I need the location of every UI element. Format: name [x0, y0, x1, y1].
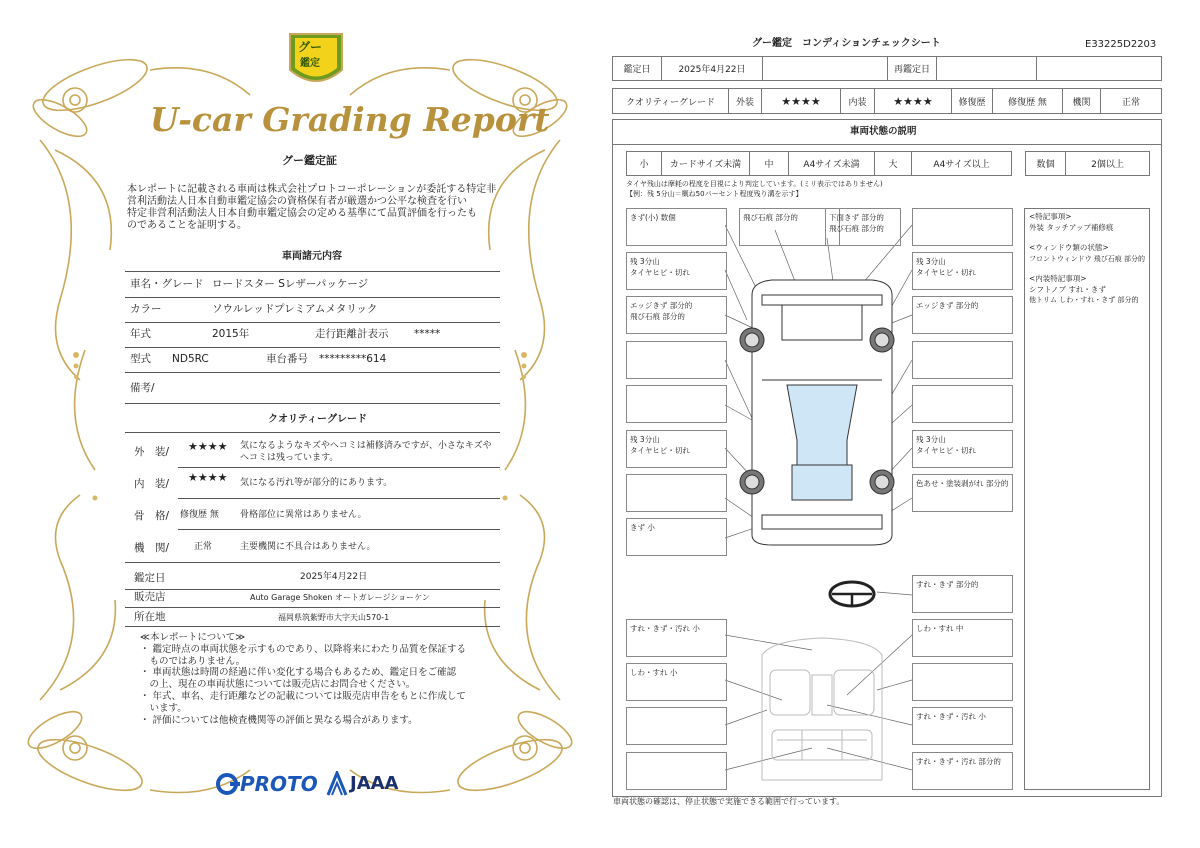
top-box-1-text: 飛び石痕 部分的 [743, 213, 798, 222]
chassis-label: 車台番号 [266, 353, 308, 365]
divider [125, 589, 500, 590]
interior-right-box-5-text: すれ・きず・汚れ 部分的 [916, 757, 1001, 766]
divider [125, 626, 500, 627]
proto-logo-text: PROTO [240, 772, 318, 796]
special-note-line: <特記事項> [1029, 212, 1072, 221]
count-label: 数個 [1025, 151, 1066, 176]
intro-text [127, 184, 496, 232]
exterior-text [240, 440, 492, 464]
left-box-7 [626, 474, 727, 512]
model-label: 型式 [130, 353, 151, 365]
note-line: います。 [140, 702, 187, 714]
certificate-heading: グー鑑定証 [282, 154, 337, 167]
shop-label: 販売店 [134, 591, 166, 603]
special-note-line: シフトノブ すれ・きず [1029, 284, 1106, 294]
doc-id: E33225D2203 [1085, 39, 1157, 50]
tire-note-2: 【例：残 5分山＝概ね50パーセント程度残り溝を示す】 [626, 190, 803, 198]
left-box-2-text-1: 残 3分山 [630, 257, 660, 266]
int-stars: ★★★★ [874, 88, 952, 114]
left-box-4 [626, 341, 727, 379]
right-box-3 [912, 341, 1013, 379]
interior-right-box-3 [912, 663, 1013, 701]
divider [125, 607, 500, 608]
interior-right-box-4-text: すれ・きず・汚れ 小 [916, 712, 986, 721]
right-box-4 [912, 385, 1013, 423]
right-box-6 [912, 474, 1013, 512]
exterior-text-line: ヘコミは残っています。 [240, 453, 339, 463]
right-box-1-text-1: 残 3分山 [916, 257, 946, 266]
divider [125, 432, 500, 433]
tire-note-1: タイヤ残山は摩耗の程度を目視により判定しています。(ミリ表示ではありません) [626, 180, 883, 188]
interior-stars: ★★★★ [188, 471, 228, 484]
badge-text-top: グー [298, 40, 323, 54]
notes-block [140, 632, 466, 726]
intro-line: 営利活動法人日本自動車鑑定協会の資格保有者が厳選かつ公平な検査を行い [127, 196, 467, 207]
condition-heading: 車両状態の説明 [850, 126, 917, 137]
special-note-line: 他トリム しわ・すれ・きず 部分的 [1029, 296, 1139, 304]
remarks-label: 備考/ [130, 382, 155, 394]
date-value: 2025年4月22日 [661, 56, 763, 81]
special-note-line: <ウィンドウ類の状態> [1029, 243, 1109, 252]
divider [178, 467, 500, 468]
size-large-desc: A4サイズ以上 [911, 151, 1012, 176]
interior-left-box-2 [626, 663, 727, 701]
left-box-8 [626, 518, 727, 556]
name-value: ロードスター Sレザーパッケージ [212, 278, 369, 290]
date-label: 鑑定日 [612, 56, 662, 81]
size-large: 大 [874, 151, 912, 176]
repair-label: 修復歴 [951, 88, 993, 114]
left-box-6 [626, 430, 727, 468]
proto-logo-icon [216, 772, 240, 796]
interior-right-box-1 [912, 575, 1013, 613]
special-notes-panel [1024, 208, 1150, 790]
divider [178, 529, 500, 530]
special-note-line: <内装特記事項> [1029, 274, 1087, 283]
engine-value: 正常 [1100, 88, 1162, 114]
ext-label: 外装 [728, 88, 762, 114]
right-box-5-text-1: 残 3分山 [916, 435, 946, 444]
note-line: ・ 車両状態は時間の経過に伴い変化する場合もあるため、鑑定日をご確認 [140, 667, 457, 679]
right-box-2-text: エッジきず 部分的 [916, 301, 979, 310]
note-line: の上、現在の車両状態については販売店にお問合せください。 [140, 679, 416, 691]
footer-note: 車両状態の確認は、停止状態で実施できる範囲で行っています。 [613, 797, 845, 806]
frame-text: 骨格部位に異常はありません。 [240, 510, 367, 520]
size-mid: 中 [749, 151, 789, 176]
quality-heading: クオリティーグレード [268, 414, 367, 425]
date-empty [762, 56, 888, 81]
car-top-view [740, 280, 894, 545]
car-interior-view [762, 638, 882, 780]
repair-value: 修復歴 無 [992, 88, 1063, 114]
color-label: カラー [130, 303, 162, 315]
spacer [1029, 233, 1145, 243]
left-box-1 [626, 208, 727, 246]
divider [125, 297, 500, 298]
notes-title: ≪本レポートについて≫ [140, 632, 246, 643]
top-box-2 [825, 208, 901, 246]
address-value: 福岡県筑紫野市大字天山570-1 [278, 613, 390, 622]
spacer [1029, 264, 1145, 274]
top-box-3 [912, 208, 1013, 246]
left-box-1-text: きず(小) 数個 [630, 213, 676, 222]
mileage-value: ***** [414, 328, 441, 340]
date-label: 鑑定日 [134, 572, 166, 584]
exterior-label: 外 装/ [134, 446, 170, 458]
shop-value: Auto Garage Shoken オートガレージショーケン [250, 593, 430, 602]
left-box-3-text-1: エッジきず 部分的 [630, 301, 693, 310]
badge-text-bottom: 鑑定 [300, 58, 320, 69]
right-box-1-text-2: タイヤヒビ・切れ [916, 268, 976, 277]
note-line: ・ 年式、車名、走行距離などの記載については販売店申告をもとに作成して [140, 690, 466, 702]
reinspect-label: 再鑑定日 [887, 56, 937, 81]
divider [125, 322, 500, 323]
right-box-5-text-2: タイヤヒビ・切れ [916, 446, 976, 455]
left-box-8-text: きず 小 [630, 523, 655, 532]
right-box-6-text: 色あせ・塗装剥がれ 部分的 [916, 479, 1009, 488]
left-box-2-text-2: タイヤヒビ・切れ [630, 268, 690, 277]
model-value: ND5RC [172, 353, 209, 365]
interior-label: 内 装/ [134, 478, 170, 490]
intro-line: 本レポートに記載される車両は株式会社プロトコーポレーションが委託する特定非 [127, 184, 497, 195]
right-box-2 [912, 296, 1013, 334]
left-box-3 [626, 296, 727, 334]
exterior-text-line: 気になるようなキズやヘコミは補修済みですが、小さなキズや [240, 441, 492, 451]
engine-label: 機関 [1062, 88, 1101, 114]
interior-right-box-2 [912, 619, 1013, 657]
divider [125, 403, 500, 404]
size-small-desc: カードサイズ未満 [661, 151, 750, 176]
spec-heading: 車両諸元内容 [282, 251, 342, 262]
note-line: ・ 評価については他検査機関等の評価と異なる場合があります。 [140, 714, 418, 726]
color-value: ソウルレッドプレミアムメタリック [212, 303, 378, 315]
left-box-6-text-1: 残 3分山 [630, 435, 660, 444]
divider [125, 347, 500, 348]
left-box-2 [626, 252, 727, 290]
engine-value: 正常 [194, 542, 213, 552]
top-box-2-text-2: 飛び石痕 部分的 [829, 224, 884, 233]
mileage-label: 走行距離計表示 [315, 328, 389, 340]
steering-wheel-icon [830, 582, 874, 606]
interior-left-box-4 [626, 752, 727, 790]
frame-label: 骨 格/ [134, 510, 170, 522]
quality-label: クオリティーグレード [612, 88, 729, 114]
right-box-1 [912, 252, 1013, 290]
jaaa-logo-text: JAAA [350, 773, 399, 794]
count-desc: 2個以上 [1065, 151, 1150, 176]
int-label: 内装 [840, 88, 875, 114]
divider [125, 271, 500, 272]
left-box-5 [626, 385, 727, 423]
year-value: 2015年 [212, 328, 250, 340]
divider [125, 372, 500, 373]
interior-right-box-5 [912, 752, 1013, 790]
address-label: 所在地 [134, 611, 166, 623]
reinspect-value [936, 56, 1037, 81]
interior-right-box-4 [912, 707, 1013, 745]
note-line: ものではありません。 [140, 655, 246, 667]
divider [125, 562, 500, 563]
interior-left-box-1-text: すれ・きず・汚れ 小 [630, 624, 700, 633]
interior-right-box-2-text: しわ・すれ 中 [916, 624, 964, 633]
left-box-6-text-2: タイヤヒビ・切れ [630, 446, 690, 455]
interior-left-box-2-text: しわ・すれ 小 [630, 668, 678, 677]
divider [178, 498, 500, 499]
script-title: U-car Grading Report [150, 100, 550, 139]
year-label: 年式 [130, 328, 151, 340]
intro-line: のであることを証明する。 [127, 220, 247, 231]
ext-stars: ★★★★ [761, 88, 841, 114]
sheet-title: グー鑑定 コンディションチェックシート [752, 38, 941, 49]
name-label: 車名・グレード [130, 278, 204, 290]
note-line: ・ 鑑定時点の車両状態を示すものであり、以降将来にわたり品質を保証する [140, 643, 467, 655]
size-mid-desc: A4サイズ未満 [788, 151, 875, 176]
frame-value: 修復歴 無 [180, 510, 219, 520]
engine-text: 主要機関に不具合はありません。 [240, 542, 376, 552]
special-note-line: 外装 タッチアップ補修痕 [1029, 222, 1114, 232]
exterior-stars: ★★★★ [188, 440, 228, 453]
interior-left-box-1 [626, 619, 727, 657]
chassis-value: *********614 [319, 353, 387, 365]
special-note-line: フロントウィンドウ 飛び石痕 部分的 [1029, 254, 1146, 263]
interior-text: 気になる汚れ等が部分的にあります。 [240, 478, 393, 488]
interior-right-box-1-text: すれ・きず 部分的 [916, 580, 979, 589]
intro-line: 特定非営利活動法人日本自動車鑑定協会の定める基準にて品質評価を行ったも [127, 208, 477, 219]
engine-label: 機 関/ [134, 542, 170, 554]
left-box-3-text-2: 飛び石痕 部分的 [630, 312, 685, 321]
right-box-5 [912, 430, 1013, 468]
size-small: 小 [626, 151, 662, 176]
jaaa-logo-icon [326, 771, 348, 797]
date-value: 2025年4月22日 [300, 572, 368, 582]
interior-left-box-3 [626, 707, 727, 745]
top-box-2-text-1: 下面きず 部分的 [829, 213, 884, 222]
